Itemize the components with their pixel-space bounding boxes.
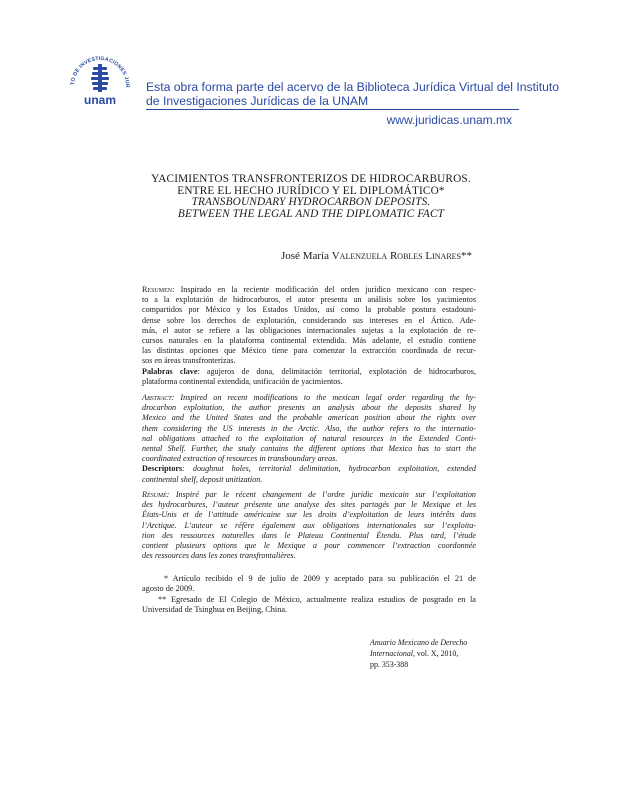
resumen-line: dense sobre los derechos de explotación, considerando sus intereses en el Ártico. Ade- xyxy=(142,315,476,325)
resume-line: l’Arctique. L’auteur se réfère également aux obligations internationales sur l’exploita- xyxy=(142,520,476,530)
resumen-line: más, el autor se refiere a las obligaciones internacionales sujetas a la explotación de re- xyxy=(142,325,476,335)
unam-seal-icon xyxy=(66,50,134,108)
abstract-section xyxy=(142,393,476,485)
resume-line: Résumé: Inspiré par le récent changement de l’ordre juridic mexicain sur l’exploitation xyxy=(142,490,476,499)
abstract-line: coordinated extraction of resources in transboundary areas. xyxy=(142,454,338,464)
resumen-label: Resumen xyxy=(142,285,173,294)
title-en-line-2: BETWEEN THE LEGAL AND THE DIPLOMATIC FACT xyxy=(177,208,445,220)
descriptors-label: Descriptors xyxy=(142,464,183,474)
svg-text:unam: unam xyxy=(83,93,117,107)
descriptors-line: continental shelf, deposit unitization. xyxy=(142,474,263,484)
abstract-label: Abstract xyxy=(142,393,172,402)
svg-text:INSTITUTO DE INVESTIGACIONES J: TO DE INVESTIGACIONES JUR xyxy=(69,55,131,88)
footnote-line: ** Egresado de El Colegio de México, actualmente realiza estudios de posgrado en la xyxy=(158,595,476,604)
footnote-1 xyxy=(142,574,476,595)
abstract-line: them considering the US interests in the Arctic. Also, the author refers to the internatio- xyxy=(142,423,476,433)
resumen-line: las distintas opciones que México tiene para comenzar la extracción coordinada de recur- xyxy=(142,346,476,356)
header-divider xyxy=(146,109,519,110)
footnote-line: * Artículo recibido el 9 de julio de 2009 y aceptado para su publicación el 21 de xyxy=(164,574,476,583)
citation-journal: Anuario Mexicano de Derecho xyxy=(370,638,468,647)
abstract-line: Mexico and the United States and the probable american position about the rights over xyxy=(142,413,476,423)
footnote-2 xyxy=(142,595,476,616)
unam-iij-logo xyxy=(66,50,134,108)
author-given-name: José María xyxy=(281,250,332,262)
journal-citation xyxy=(370,638,500,670)
resume-line: tion des ressources naturelles dans le Plateau Continental Étendu. Plus tard, l’étude xyxy=(142,530,476,540)
resumen-line: Resumen: Inspirado en la reciente modificación del orden jurídico mexicano con respec- xyxy=(142,285,476,294)
abstract-line: nental Shelf. Further, the study contains the different options that Mexico has to start the xyxy=(142,444,476,454)
keywords-line: plataforma continental extendida, unificación de yacimientos. xyxy=(142,376,343,386)
author-name xyxy=(281,250,472,262)
citation-volume: Internacional, vol. X, 2010, xyxy=(370,648,459,658)
title-es-line-2: ENTRE EL HECHO JURÍDICO Y EL DIPLOMÁTICO* xyxy=(177,185,445,197)
resume-section xyxy=(142,490,476,561)
footnote-line: Universidad de Tsinghua en Beijing, China. xyxy=(142,605,288,615)
title-es-line-1: YACIMIENTOS TRANSFRONTERIZOS DE HIDROCARBUROS. xyxy=(151,173,471,185)
resume-line: des ressources dans les zones transfrontalières. xyxy=(142,551,296,561)
resumen-line: cursos naturales en la plataforma continental extendida. Más adelante, el estudio contiene xyxy=(142,336,476,346)
resume-label: Résumé xyxy=(142,490,167,499)
citation-pages: pp. 353-388 xyxy=(370,659,409,669)
title-en-line-1: TRANSBOUNDARY HYDROCARBON DEPOSITS. xyxy=(191,196,431,208)
author-surname: Valenzuela Robles Linares xyxy=(331,250,461,262)
author-footnote-mark: ** xyxy=(461,250,472,262)
resumen-line: sos en áreas transfronterizas. xyxy=(142,356,236,366)
keywords-label: Palabras clave xyxy=(142,366,198,376)
abstract-line: drocarbon exploitation, the author presents an analysis about the deposits shared by xyxy=(142,403,476,413)
keywords-line: Palabras clave: agujeros de dona, delimitación territorial, explotación de hidrocarburos, xyxy=(142,366,477,376)
banner-line-2: de Investigaciones Jurídicas de la UNAM xyxy=(146,94,369,108)
descriptors-line: Descriptors: doughnut holes, territorial delimitation, hydrocarbon exploitation, extended xyxy=(142,464,476,474)
resume-line: contient plusieurs options que le Mexique a pour commencer l’extraction coordonnée xyxy=(142,541,476,551)
resume-line: États-Unis et de l’attitude américaine sur les droits d’exploitation de leurs intérêts dans xyxy=(142,510,476,520)
website-link[interactable]: www.juridicas.unam.mx xyxy=(386,113,512,127)
abstract-line: Abstract: Inspired on recent modifications to the mexican legal order regarding the hy- xyxy=(142,393,476,402)
footnote-line: agosto de 2009. xyxy=(142,584,195,594)
banner-line-1: Esta obra forma parte del acervo de la Biblioteca Jurídica Virtual del Instituto xyxy=(146,80,560,94)
resumen-section xyxy=(142,285,476,387)
resumen-line: compartidos por México y los Estados Unidos, así como la probable postura estadouni- xyxy=(142,305,476,315)
resumen-line: to a la explotación de hidrocarburos, el autor presenta un análisis sobre los yacimientos xyxy=(142,295,476,305)
abstract-line: nal obligations attached to the exploitation of natural resources in the Extended Conti- xyxy=(142,433,476,443)
resume-line: des hydrocarbures, l’auteur présente une analyse des sites partagés par le Mexique et les xyxy=(142,500,476,510)
